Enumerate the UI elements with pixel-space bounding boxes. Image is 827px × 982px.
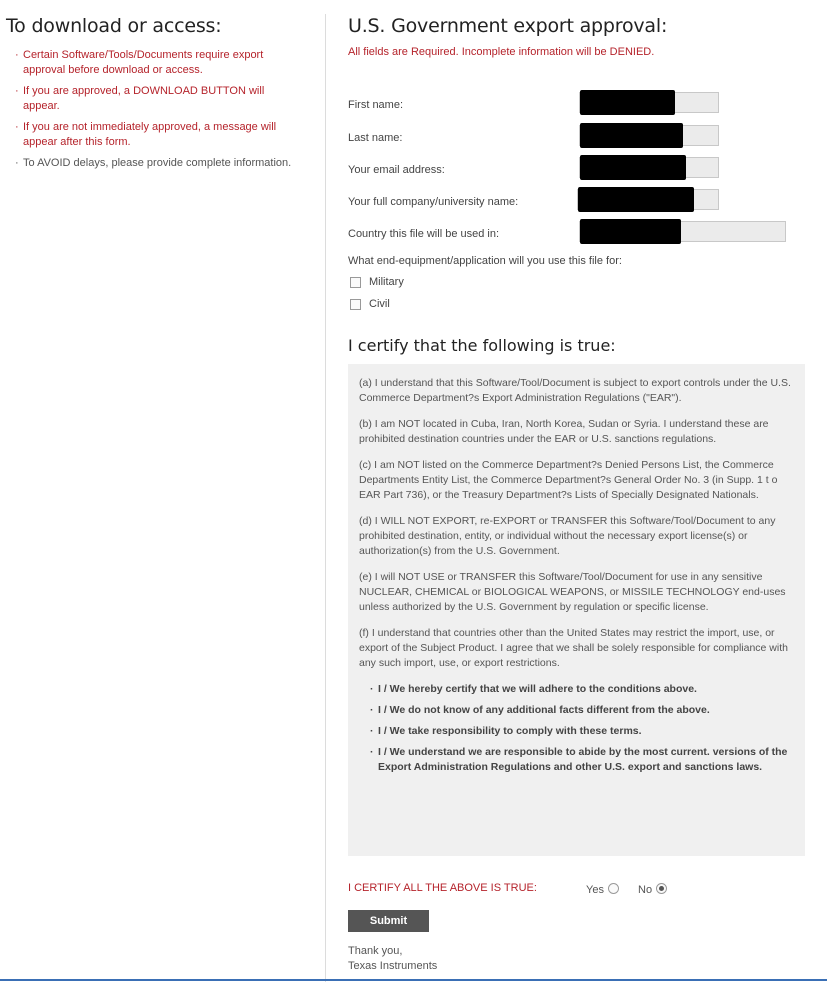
- clause-letter: (b): [359, 418, 372, 430]
- first-name-label: First name:: [348, 99, 404, 111]
- civil-label: Civil: [369, 298, 390, 310]
- thanks-line: Thank you,: [348, 945, 403, 957]
- download-info-list: [16, 48, 301, 171]
- military-checkbox[interactable]: [350, 277, 361, 288]
- clause-text: I am NOT located in Cuba, Iran, North Korea, Sudan or Syria. I understand these are prohibited destination countries under the EAR or U.S. sanctions regulations.: [359, 418, 769, 445]
- list-item: · To AVOID delays, please provide complete information.: [16, 156, 301, 171]
- yes-label: Yes: [586, 884, 604, 896]
- yes-option[interactable]: [586, 880, 619, 896]
- list-item: · I / We understand we are responsible to abide by the most current. versions of the Export Administration Regulations and other U.S. export and sanctions laws.: [370, 745, 794, 775]
- clause-text: I will NOT USE or TRANSFER this Software/Tool/Document for use in any sensitive NUCLEAR, CHEMICAL or BIOLOGICAL WEAPONS, or MISSILE TECHNOLOGY end-uses unless authorized by the U.S. Government by regulation or specific license.: [359, 571, 786, 613]
- clause-d: [359, 514, 794, 559]
- column-divider: [325, 14, 326, 982]
- clause-letter: (d): [359, 515, 372, 527]
- clause-text: I WILL NOT EXPORT, re-EXPORT or TRANSFER this Software/Tool/Document to any prohibited destination, entity, or individual without the necessary export license(s) or authorization(s) from the U.S. Government.: [359, 515, 776, 557]
- form-title: U.S. Government export approval:: [348, 15, 668, 37]
- certify-confirm-label: I CERTIFY ALL THE ABOVE IS TRUE:: [348, 882, 537, 894]
- clause-c: [359, 458, 794, 503]
- clause-text: I understand that this Software/Tool/Document is subject to export controls under the U.S. Commerce Department?s Export Administration Regulations ("EAR").: [359, 377, 791, 404]
- clause-letter: (a): [359, 377, 372, 389]
- company-label: Your full company/university name:: [348, 196, 519, 208]
- list-item: · If you are approved, a DOWNLOAD BUTTON will appear.: [16, 84, 301, 114]
- certify-confirm-row: [348, 880, 818, 896]
- thanks-note: [348, 944, 437, 974]
- clause-a: [359, 376, 794, 406]
- civil-checkbox[interactable]: [350, 299, 361, 310]
- required-note: All fields are Required. Incomplete information will be DENIED.: [348, 46, 655, 58]
- list-item: · I / We do not know of any additional facts different from the above.: [370, 703, 794, 718]
- clause-text: I am NOT listed on the Commerce Department?s Denied Persons List, the Commerce Departments Entity List, the Commerce Department?s General Order No. 3 (in Supp. 1 t o EAR Part 736), or the Treasury Department?s Lists of Specially Designated Nationals.: [359, 459, 778, 501]
- certify-title: I certify that the following is true:: [348, 336, 616, 355]
- bottom-border: [0, 979, 827, 981]
- military-label: Military: [369, 276, 404, 288]
- military-option[interactable]: [350, 276, 404, 288]
- redaction-block: [580, 155, 686, 180]
- export-approval-form: [348, 0, 818, 972]
- country-label: Country this file will be used in:: [348, 228, 500, 240]
- list-item: · If you are not immediately approved, a message will appear after this form.: [16, 120, 301, 150]
- clause-letter: (f): [359, 627, 369, 639]
- email-label: Your email address:: [348, 164, 445, 176]
- no-option[interactable]: [638, 880, 667, 896]
- list-item: · I / We take responsibility to comply with these terms.: [370, 724, 794, 739]
- certify-statements: [370, 682, 794, 775]
- clause-letter: (c): [359, 459, 372, 471]
- clause-text: I understand that countries other than the United States may restrict the import, use, or export of the Subject Product. I agree that we shall be solely responsible for compliance with any such import, use, or export restrictions.: [359, 627, 788, 669]
- redaction-block: [580, 123, 683, 148]
- clause-b: [359, 417, 794, 447]
- certification-terms: [348, 364, 805, 856]
- last-name-label: Last name:: [348, 132, 403, 144]
- list-item: · I / We hereby certify that we will adhere to the conditions above.: [370, 682, 794, 697]
- end-use-question: What end-equipment/application will you use this file for:: [348, 255, 622, 267]
- signature-line: Texas Instruments: [348, 960, 438, 972]
- clause-e: [359, 570, 794, 615]
- download-info-panel: [0, 0, 320, 177]
- email-input[interactable]: [579, 157, 719, 178]
- download-info-title: To download or access:: [6, 15, 222, 37]
- last-name-input[interactable]: [579, 125, 719, 146]
- list-item: · Certain Software/Tools/Documents require export approval before download or access.: [16, 48, 301, 78]
- yes-radio[interactable]: [608, 883, 619, 894]
- redaction-block: [580, 219, 681, 244]
- redaction-block: [578, 187, 694, 212]
- redaction-block: [580, 90, 675, 115]
- country-input[interactable]: [579, 221, 786, 242]
- clause-f: [359, 626, 794, 671]
- company-input[interactable]: [577, 189, 719, 210]
- no-radio[interactable]: [656, 883, 667, 894]
- first-name-input[interactable]: [579, 92, 719, 113]
- civil-option[interactable]: [350, 298, 390, 310]
- no-label: No: [638, 884, 653, 896]
- clause-letter: (e): [359, 571, 372, 583]
- submit-button[interactable]: Submit: [348, 910, 429, 932]
